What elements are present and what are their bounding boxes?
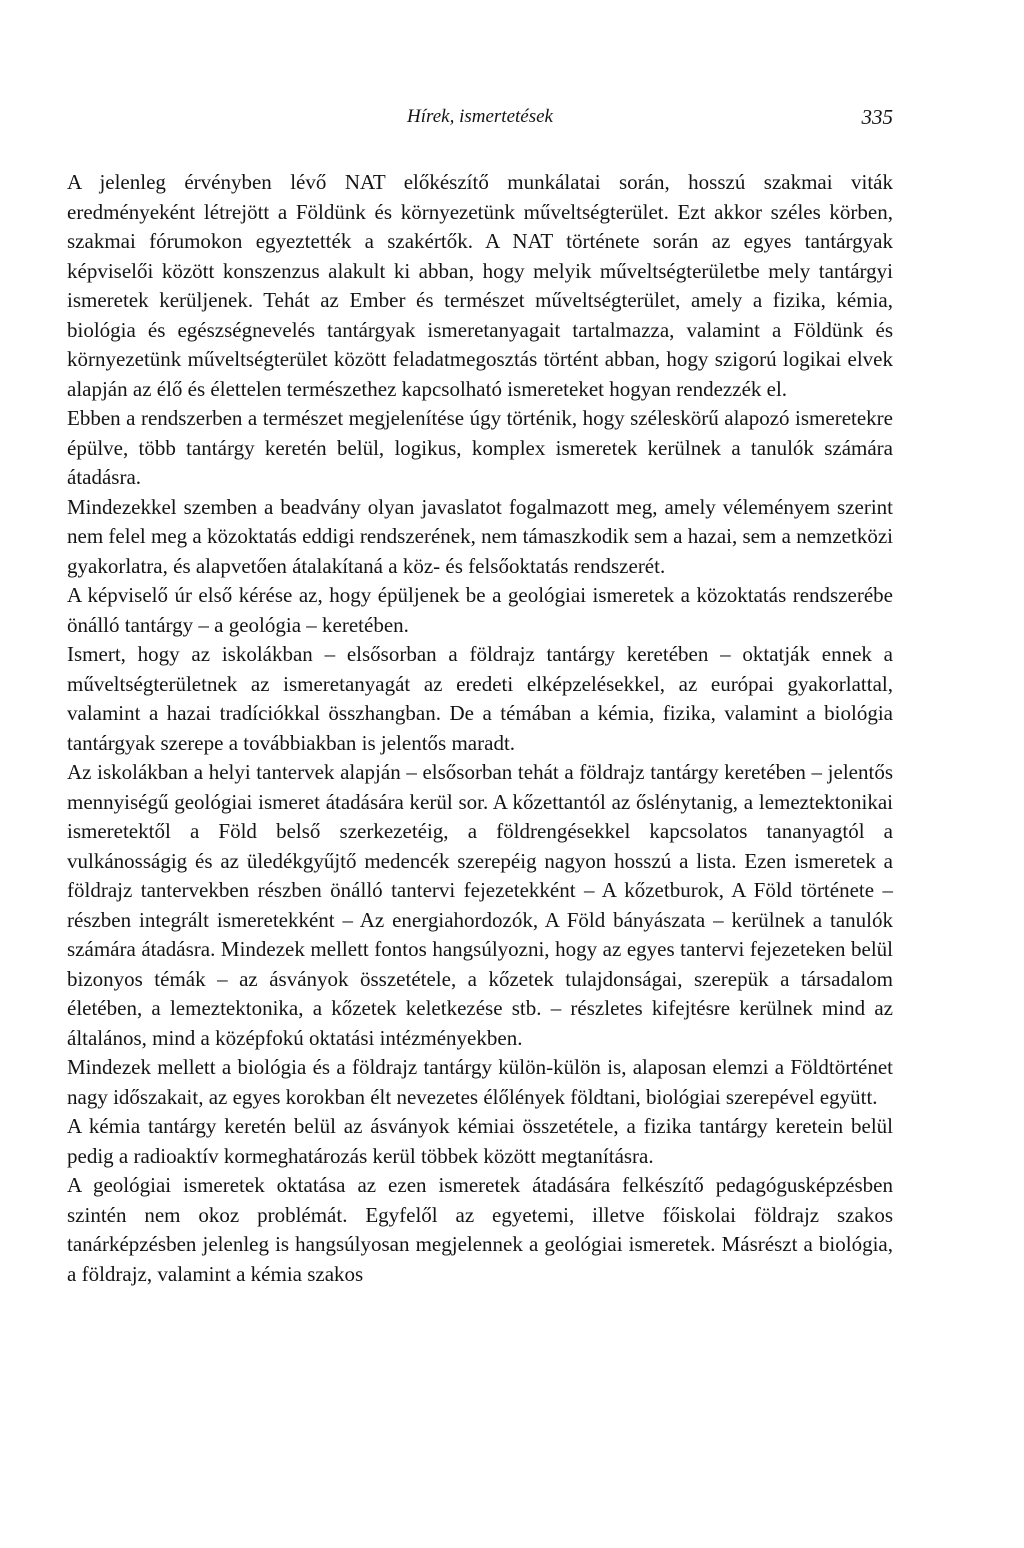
paragraph: Az iskolákban a helyi tantervek alapján – elsősorban tehát a földrajz tantárgy keretében – jelentős mennyiségű geológiai ismeret átadására kerül sor. A kőzettantól az őslénytanig, a lemeztektonikai ismeretektől a Föld belső szerkezetéig, a földrengésekkel kapcsolatos tananyagtól a vulkánosságig és az üledékgyűjtő medencék szerepéig nagyon hosszú a lista. Ezen ismeretek a földrajz tantervekben részben önálló tantervi fejezetekként – A kőzetburok, A Föld története – részben integrált ismeretekként – Az energiahordozók, A Föld bányászata – kerülnek a tanulók számára átadásra. Mindezek mellett fontos hangsúlyozni, hogy az egyes tantervi fejezeteken belül bizonyos témák – az ásványok összetétele, a kőzetek tulajdonságai, szerepük a társadalom életében, a lemeztektonika, a kőzetek keletkezése stb. – részletes kifejtésre kerülnek mind az általános, mind a középfokú oktatási intézményekben.: [67, 760, 893, 1050]
running-title: Hírek, ismertetések: [407, 106, 553, 127]
paragraph: A geológiai ismeretek oktatása az ezen ismeretek átadására felkészítő pedagógusképzésben szintén nem okoz problémát. Egyfelől az egyetemi, illetve főiskolai földrajz szakos tanárképzésben jelenleg is hangsúlyosan megjelennek a geológiai ismeretek. Másrészt a biológia, a földrajz, valamint a kémia szakos: [67, 1173, 893, 1286]
paragraph: Mindezek mellett a biológia és a földrajz tantárgy külön-külön is, alaposan elemzi a Földtörténet nagy időszakait, az egyes korokban élt nevezetes élőlények földtani, biológiai szerepével együtt.: [67, 1055, 893, 1109]
page-number: 335: [861, 105, 893, 129]
paragraph: A képviselő úr első kérése az, hogy épüljenek be a geológiai ismeretek a közoktatás rendszerébe önálló tantárgy – a geológia – keretében.: [67, 583, 893, 637]
paragraph: Ismert, hogy az iskolákban – elsősorban a földrajz tantárgy keretében – oktatják ennek a műveltségterületnek az ismeretanyagát az eredeti elképzelésekkel, az európai gyakorlattal, valamint a hazai tradíciókkal összhangban. De a témában a kémia, fizika, valamint a biológia tantárgyak szerepe a továbbiakban is jelentős maradt.: [67, 642, 893, 755]
paragraph: A jelenleg érvényben lévő NAT előkészítő munkálatai során, hosszú szakmai viták eredményeként létrejött a Földünk és környezetünk műveltségterület. Ezt akkor széles körben, szakmai fórumokon egyeztették a szakértők. A NAT története során az egyes tantárgyak képviselői között konszenzus alakult ki abban, hogy melyik műveltségterületbe mely tantárgyi ismeretek kerüljenek. Tehát az Ember és természet műveltségterület, amely a fizika, kémia, biológia és egészségnevelés tantárgyak ismeretanyagait tartalmazza, valamint a Földünk és környezetünk műveltségterület között feladatmegosztás történt abban, hogy szigorú logikai elvek alapján az élő és élettelen természethez kapcsolható ismereteket hogyan rendezzék el.: [67, 170, 893, 401]
paragraph: Mindezekkel szemben a beadvány olyan javaslatot fogalmazott meg, amely véleményem szerint nem felel meg a közoktatás eddigi rendszerének, nem támaszkodik sem a hazai, sem a nemzetközi gyakorlatra, és alapvetően átalakítaná a köz- és felsőoktatás rendszerét.: [67, 494, 893, 578]
paragraph: Ebben a rendszerben a természet megjelenítése úgy történik, hogy széleskörű alapozó ismeretekre épülve, több tantárgy keretén belül, logikus, komplex ismeretek kerülnek a tanulók számára átadásra.: [67, 406, 893, 489]
body-text: [67, 168, 893, 1289]
paragraph: A kémia tantárgy keretén belül az ásványok kémiai összetétele, a fizika tantárgy keretein belül pedig a radioaktív kormeghatározás kerül többek között megtanításra.: [67, 1114, 893, 1168]
running-header: [67, 104, 893, 130]
